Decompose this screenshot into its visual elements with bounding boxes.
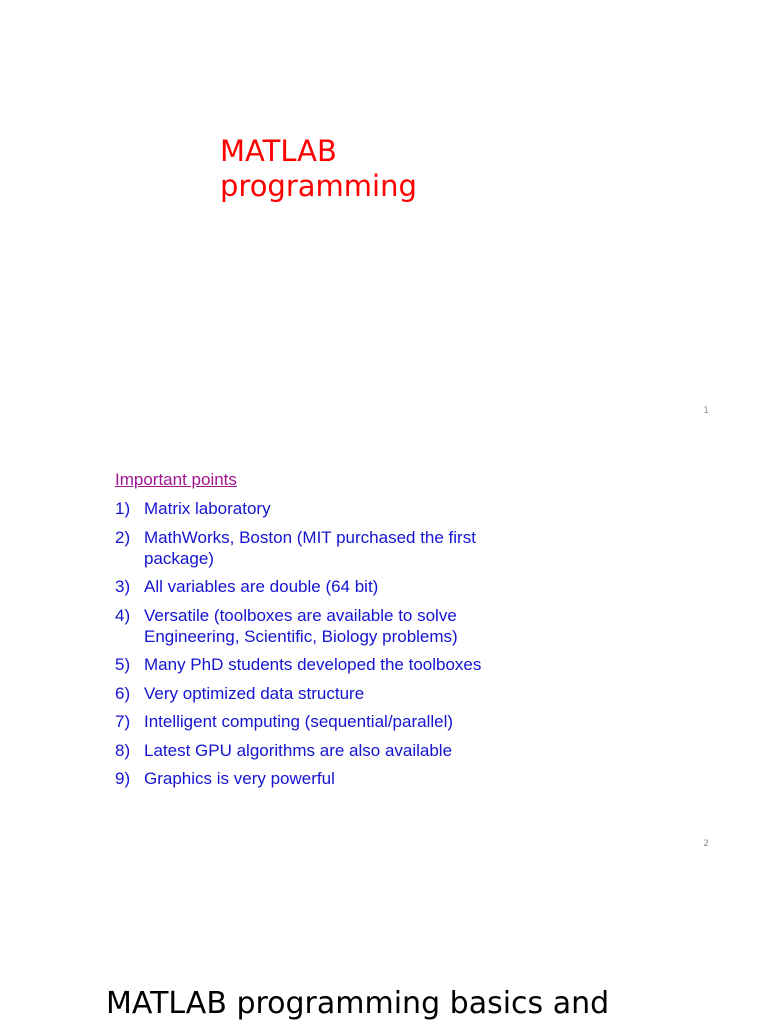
list-item bbox=[115, 576, 515, 597]
list-item bbox=[115, 527, 515, 569]
slide-3-title: MATLAB programming basics and bbox=[106, 986, 610, 1021]
list-item-text: Many PhD students developed the toolboxes bbox=[144, 655, 482, 674]
slide-1-title: MATLAB programming bbox=[220, 134, 417, 203]
list-item bbox=[115, 605, 515, 647]
list-item-text: Intelligent computing (sequential/parallel) bbox=[144, 712, 454, 731]
list-item-text: Very optimized data structure bbox=[144, 683, 365, 703]
slide-1 bbox=[0, 0, 768, 430]
list-item bbox=[115, 711, 515, 732]
list-item-text: All variables are double (64 bit) bbox=[144, 577, 379, 596]
slide-2-number: 2 bbox=[703, 839, 709, 849]
list-item-number: 5) bbox=[115, 655, 131, 674]
list-item-text: Matrix laboratory bbox=[144, 499, 271, 518]
list-item-number: 2) bbox=[115, 527, 131, 547]
list-item bbox=[115, 768, 515, 789]
list-item bbox=[115, 654, 515, 675]
list-item-number: 7) bbox=[115, 712, 131, 731]
list-item-text: Graphics is very powerful bbox=[144, 769, 335, 788]
slide-2 bbox=[0, 430, 768, 862]
list-item bbox=[115, 740, 515, 761]
list-item-number: 8) bbox=[115, 740, 131, 760]
list-item bbox=[115, 498, 515, 519]
slide-1-number: 1 bbox=[703, 406, 709, 416]
list-item-number: 9) bbox=[115, 769, 131, 788]
list-item bbox=[115, 683, 515, 704]
important-points-heading: Important points bbox=[115, 470, 237, 489]
list-item-text: Versatile (toolboxes are available to solve Engineering, Scientific, Biology problems) bbox=[144, 605, 458, 646]
important-points-list bbox=[115, 498, 515, 797]
list-item-number: 3) bbox=[115, 577, 131, 596]
list-item-text: Latest GPU algorithms are also available bbox=[144, 740, 453, 760]
list-item-number: 1) bbox=[115, 499, 131, 518]
list-item-number: 4) bbox=[115, 605, 131, 625]
list-item-text: MathWorks, Boston (MIT purchased the first package) bbox=[144, 527, 476, 568]
slide-3 bbox=[0, 862, 768, 1024]
list-item-number: 6) bbox=[115, 683, 131, 703]
